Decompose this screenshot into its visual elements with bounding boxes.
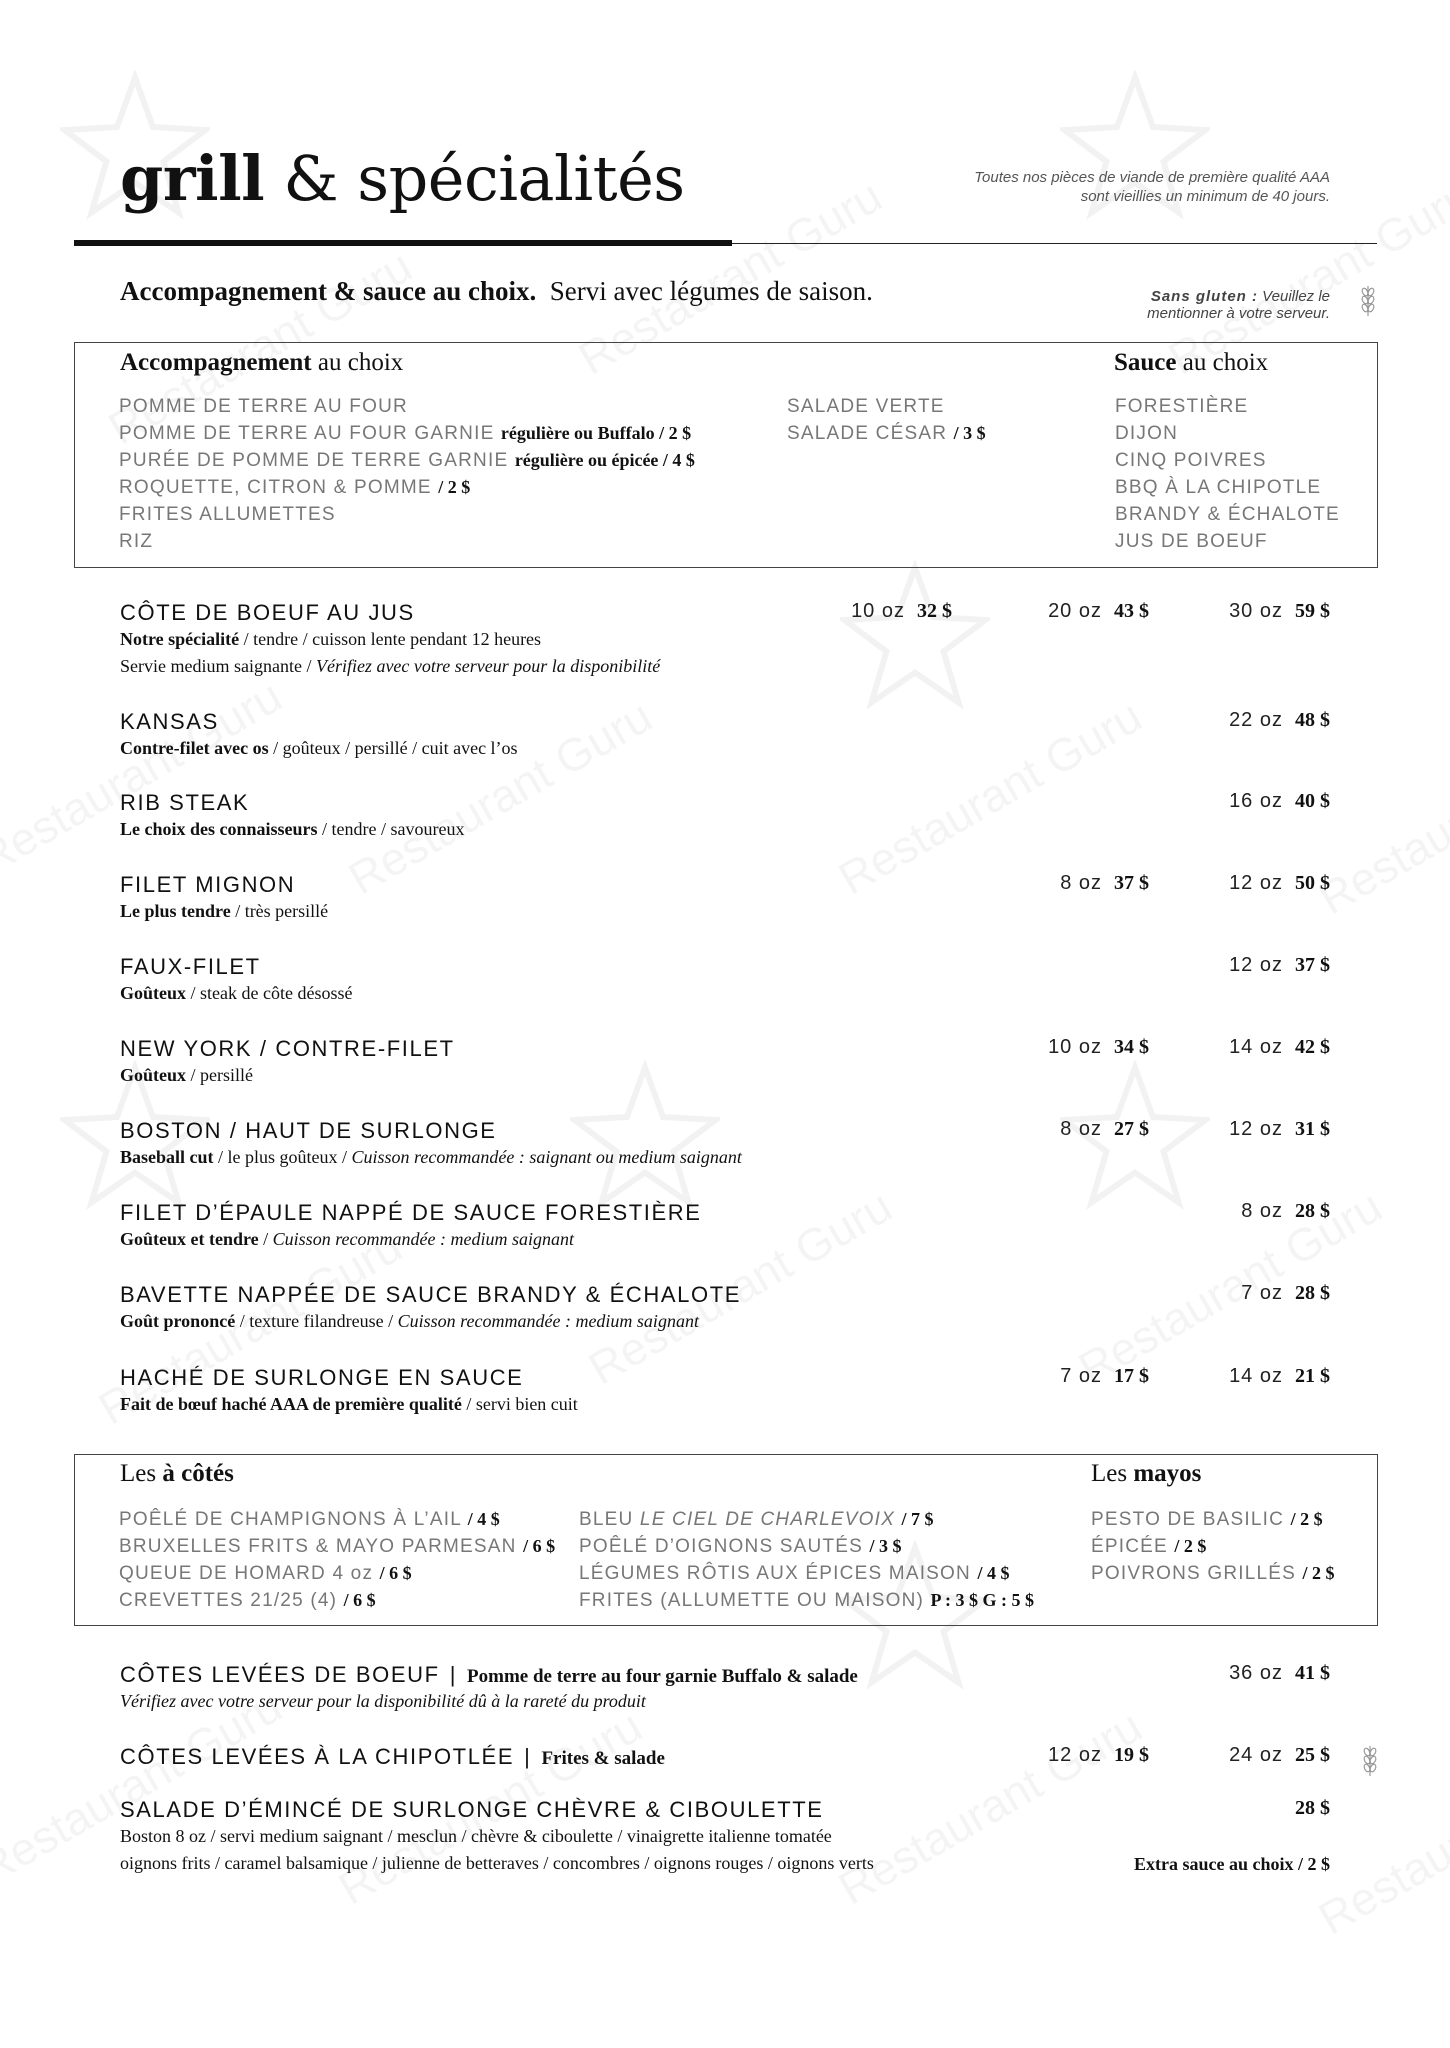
price-amount: 59 $ — [1295, 600, 1330, 622]
menu-item — [120, 1118, 1330, 1171]
wheat-icon — [1362, 1742, 1378, 1776]
price-amount: 43 $ — [1114, 600, 1149, 622]
menu-item-description — [120, 980, 1330, 1007]
price-amount: 31 $ — [1295, 1118, 1330, 1140]
list-item — [579, 1533, 1034, 1560]
heading-rest: Les — [1091, 1460, 1134, 1487]
description-bold: Goûteux — [120, 1065, 187, 1085]
title-bold: grill — [120, 142, 265, 215]
list-item: DIJON — [1115, 423, 1178, 444]
menu-item — [120, 1744, 1330, 1770]
item-label: FRITES (ALLUMETTE OU MAISON) — [579, 1590, 925, 1611]
watermark-text — [0, 669, 291, 886]
menu-item — [120, 709, 1330, 762]
watermark-text — [1309, 709, 1450, 926]
list-item — [119, 447, 695, 474]
description-bold: Goûteux et tendre — [120, 1229, 259, 1249]
portion-size: 10 oz — [851, 600, 905, 622]
price — [1229, 1662, 1330, 1685]
menu-item-description: Boston 8 oz / servi medium saignant / mesclun / chèvre & ciboulette / vinaigrette italienne tomatée — [120, 1826, 832, 1846]
item-label: ÉPICÉE — [1091, 1536, 1168, 1557]
description-text: oignons frits / caramel balsamique / julienne de betteraves / concombres / oignons rouges / oignons verts — [120, 1853, 874, 1873]
portion-size: 16 oz — [1229, 790, 1283, 812]
list-item — [119, 501, 695, 528]
accompaniment-heading — [120, 349, 403, 377]
wheat-icon — [1360, 282, 1376, 316]
portion-size: 12 oz — [1229, 872, 1283, 894]
sub-heading — [120, 276, 873, 307]
title-rest: & spécialités — [264, 142, 685, 215]
list-item: BRANDY & ÉCHALOTE — [1115, 504, 1340, 525]
price-amount: 37 $ — [1114, 872, 1149, 894]
list-item — [119, 528, 695, 555]
price-amount: 50 $ — [1295, 872, 1330, 894]
item-label: POMME DE TERRE AU FOUR GARNIE — [119, 423, 495, 444]
portion-size: 7 oz — [1060, 1365, 1102, 1387]
item-label: BLEU — [579, 1509, 640, 1530]
item-label: BRUXELLES FRITS & MAYO PARMESAN — [119, 1536, 517, 1557]
menu-item-description — [120, 1391, 1330, 1418]
sides-heading — [120, 1460, 234, 1488]
item-label: FRITES ALLUMETTES — [119, 504, 336, 525]
menu-item — [120, 1365, 1330, 1418]
price-amount: 34 $ — [1114, 1036, 1149, 1058]
menu-item-name: FILET MIGNON — [120, 872, 296, 897]
menu-item-description — [120, 653, 1330, 680]
price-amount: 41 $ — [1295, 1662, 1330, 1684]
menu-item-name — [120, 1797, 1330, 1823]
price-amount: 27 $ — [1114, 1118, 1149, 1140]
quality-note-line: Toutes nos pièces de viande de première qualité AAA — [974, 169, 1330, 186]
item-label: ROQUETTE, CITRON & POMME — [119, 477, 432, 498]
description-bold: Notre spécialité — [120, 629, 240, 649]
menu-item-side: Pomme de terre au four garnie Buffalo & salade — [467, 1666, 858, 1687]
price — [1241, 1282, 1330, 1305]
item-extra: / 2 $ — [438, 477, 471, 497]
menu-item-name: HACHÉ DE SURLONGE EN SAUCE — [120, 1365, 524, 1390]
header-rule-thick — [74, 240, 732, 246]
price-amount: 48 $ — [1295, 709, 1330, 731]
description-bold: Le choix des connaisseurs — [120, 819, 318, 839]
item-extra: / 2 $ — [1290, 1509, 1323, 1529]
description-bold: Goûteux — [120, 983, 187, 1003]
item-extra: / 6 $ — [343, 1590, 376, 1610]
price — [1048, 600, 1149, 623]
price-amount: 17 $ — [1114, 1365, 1149, 1387]
page-title — [120, 142, 685, 215]
description-text: / steak de côte désossé — [186, 983, 353, 1003]
sauce-heading — [1114, 349, 1268, 377]
gluten-text: mentionner à votre serveur. — [1147, 305, 1330, 322]
price — [1048, 1036, 1149, 1059]
menu-item-description — [120, 898, 1330, 925]
portion-size: 8 oz — [1060, 1118, 1102, 1140]
menu-item — [120, 1036, 1330, 1089]
list-item: CINQ POIVRES — [1115, 450, 1267, 471]
description-text: / persillé — [186, 1065, 253, 1085]
item-label: LÉGUMES RÔTIS AUX ÉPICES MAISON — [579, 1563, 971, 1584]
list-item — [579, 1506, 1034, 1533]
item-label: PURÉE DE POMME DE TERRE GARNIE — [119, 450, 509, 471]
menu-item-name — [120, 1662, 1330, 1688]
menu-item-name: BOSTON / HAUT DE SURLONGE — [120, 1118, 497, 1143]
portion-size: 12 oz — [1229, 1118, 1283, 1140]
portion-size: 14 oz — [1229, 1036, 1283, 1058]
list-item — [119, 1533, 555, 1560]
price — [1241, 1200, 1330, 1223]
item-label: POMME DE TERRE AU FOUR — [119, 396, 408, 417]
extra-sauce-note: Extra sauce au choix / 2 $ — [1134, 1854, 1330, 1874]
description-text: / — [258, 1229, 273, 1249]
item-extra: / 3 $ — [869, 1536, 902, 1556]
list-item: FORESTIÈRE — [1115, 396, 1249, 417]
price — [1229, 790, 1330, 813]
menu-item-title: SALADE D’ÉMINCÉ DE SURLONGE CHÈVRE & CIBOULETTE — [120, 1797, 824, 1822]
item-label: PESTO DE BASILIC — [1091, 1509, 1285, 1530]
separator: | — [524, 1744, 532, 1769]
price — [1229, 1036, 1330, 1059]
description-italic: Cuisson recommandée : medium saignant — [272, 1229, 574, 1249]
list-item — [119, 1560, 555, 1587]
list-item — [787, 393, 986, 420]
sub-heading-rest: Servi avec légumes de saison. — [536, 276, 873, 306]
menu-item — [120, 872, 1330, 925]
sauce-list — [1115, 393, 1340, 555]
price — [1060, 1365, 1149, 1388]
item-label: RIZ — [119, 531, 154, 552]
price-amount: 19 $ — [1114, 1744, 1149, 1766]
price — [1229, 600, 1330, 623]
description-text: / goûteux / persillé / cuit avec l’os — [268, 738, 518, 758]
description-bold: Baseball cut — [120, 1147, 214, 1167]
mayos-heading — [1091, 1460, 1201, 1488]
list-item — [579, 1560, 1034, 1587]
price-amount: 28 $ — [1295, 1797, 1330, 1819]
description-text: Servie medium saignante / — [120, 656, 316, 676]
price — [1048, 1744, 1149, 1767]
item-label: QUEUE DE HOMARD 4 oz — [119, 1563, 374, 1584]
portion-size: 20 oz — [1048, 600, 1102, 622]
menu-item — [120, 1282, 1330, 1335]
price — [1229, 1744, 1330, 1767]
list-item — [119, 420, 695, 447]
menu-item — [120, 1200, 1330, 1253]
description-bold: Fait de bœuf haché AAA de première qualité — [120, 1394, 462, 1414]
portion-size: 36 oz — [1229, 1662, 1283, 1684]
price — [1229, 954, 1330, 977]
list-item — [119, 1587, 555, 1614]
price — [1229, 709, 1330, 732]
menu-item-description — [120, 1062, 1330, 1089]
item-extra: / 6 $ — [379, 1563, 412, 1583]
list-item — [787, 420, 986, 447]
description-text: / le plus goûteux / — [213, 1147, 352, 1167]
item-label: CREVETTES 21/25 (4) — [119, 1590, 338, 1611]
header-rule-thin — [732, 243, 1377, 244]
menu-item-name: RIB STEAK — [120, 790, 250, 815]
description-bold: Goût prononcé — [120, 1311, 236, 1331]
item-extra: régulière ou épicée / 4 $ — [514, 450, 695, 470]
list-item — [1091, 1560, 1335, 1587]
description-text: / tendre / cuisson lente pendant 12 heures — [239, 629, 542, 649]
list-item — [119, 474, 695, 501]
menu-item-description — [120, 816, 1330, 843]
menu-item — [120, 954, 1330, 1007]
price-amount: 28 $ — [1295, 1282, 1330, 1304]
item-extra: / 3 $ — [953, 423, 986, 443]
heading-rest: au choix — [311, 349, 404, 376]
price — [1229, 872, 1330, 895]
heading-rest: au choix — [1176, 349, 1269, 376]
menu-item-name: CÔTE DE BOEUF AU JUS — [120, 600, 415, 625]
accompaniment-list — [119, 393, 695, 555]
item-label-italic: LE CIEL DE CHARLEVOIX — [639, 1509, 895, 1530]
list-item — [1091, 1506, 1335, 1533]
item-label: SALADE VERTE — [787, 396, 945, 417]
separator: | — [449, 1662, 458, 1687]
list-item: JUS DE BOEUF — [1115, 531, 1268, 552]
description-text: / servi bien cuit — [461, 1394, 578, 1414]
menu-item-title: CÔTES LEVÉES DE BOEUF — [120, 1662, 440, 1687]
price — [1229, 1118, 1330, 1141]
portion-size: 12 oz — [1048, 1744, 1102, 1766]
price-amount: 37 $ — [1295, 954, 1330, 976]
list-item — [579, 1587, 1034, 1614]
description-text: / tendre / savoureux — [317, 819, 465, 839]
item-extra: / 4 $ — [977, 1563, 1010, 1583]
item-extra: P : 3 $ G : 5 $ — [930, 1590, 1034, 1610]
portion-size: 30 oz — [1229, 600, 1283, 622]
description-italic: Vérifiez avec votre serveur pour la disponibilité — [315, 656, 661, 676]
portion-size: 24 oz — [1229, 1744, 1283, 1766]
quality-note-line: sont vieillies un minimum de 40 jours. — [1080, 188, 1330, 205]
mayos-list — [1091, 1506, 1335, 1587]
menu-item-description — [120, 626, 1330, 653]
portion-size: 12 oz — [1229, 954, 1283, 976]
menu-item — [120, 790, 1330, 843]
item-label: POÊLÉ DE CHAMPIGNONS À L’AIL — [119, 1509, 462, 1530]
accompaniment-list-salads — [787, 393, 986, 447]
menu-item-description — [120, 1226, 1330, 1253]
price-amount: 40 $ — [1295, 790, 1330, 812]
item-extra: / 2 $ — [1174, 1536, 1207, 1556]
portion-size: 22 oz — [1229, 709, 1283, 731]
accompaniment-box — [74, 342, 1378, 568]
menu-item — [120, 1797, 1330, 1877]
menu-item-side: Frites & salade — [541, 1748, 665, 1769]
sides-list — [119, 1506, 555, 1614]
portion-size: 10 oz — [1048, 1036, 1102, 1058]
price — [1060, 1118, 1149, 1141]
portion-size: 8 oz — [1241, 1200, 1283, 1222]
heading-bold: Accompagnement — [120, 349, 312, 376]
item-extra: / 2 $ — [1302, 1563, 1335, 1583]
description-bold: Le plus tendre — [120, 901, 231, 921]
description-text: / très persillé — [230, 901, 329, 921]
menu-item-description — [120, 1144, 1330, 1171]
description-italic: Cuisson recommandée : saignant ou medium saignant — [351, 1147, 742, 1167]
description-italic: Vérifiez avec votre serveur pour la disponibilité dû à la rareté du produit — [120, 1691, 646, 1711]
price — [851, 600, 952, 623]
gluten-label: Sans gluten : — [1150, 288, 1259, 305]
menu-item-name: KANSAS — [120, 709, 219, 734]
quality-note — [974, 168, 1330, 206]
menu-item-description — [120, 1308, 1330, 1335]
item-label: POÊLÉ D’OIGNONS SAUTÉS — [579, 1536, 864, 1557]
menu-item — [120, 1662, 1330, 1715]
description-text: / texture filandreuse / — [235, 1311, 398, 1331]
price-amount: 42 $ — [1295, 1036, 1330, 1058]
gluten-text: Veuillez le — [1258, 288, 1330, 305]
item-extra: / 6 $ — [523, 1536, 556, 1556]
menu-item-name: FAUX-FILET — [120, 954, 261, 979]
gluten-note — [1147, 288, 1330, 322]
heading-rest: Les — [120, 1460, 163, 1487]
description-italic: Cuisson recommandée : medium saignant — [397, 1311, 699, 1331]
item-extra: / 4 $ — [467, 1509, 500, 1529]
sides-box — [74, 1454, 1378, 1626]
sides-list-2 — [579, 1506, 1034, 1614]
menu-item-name: FILET D’ÉPAULE NAPPÉ DE SAUCE FORESTIÈRE — [120, 1200, 702, 1225]
menu-item — [120, 600, 1330, 680]
heading-bold: mayos — [1133, 1460, 1202, 1487]
item-extra: / 7 $ — [901, 1509, 934, 1529]
item-label: SALADE CÉSAR — [787, 423, 948, 444]
list-item — [1091, 1533, 1335, 1560]
price — [1229, 1365, 1330, 1388]
list-item: BBQ À LA CHIPOTLE — [1115, 477, 1322, 498]
list-item — [119, 393, 695, 420]
menu-item-description — [120, 1688, 1330, 1715]
menu-item-name: NEW YORK / CONTRE-FILET — [120, 1036, 455, 1061]
description-bold: Contre-filet avec os — [120, 738, 269, 758]
price-amount: 21 $ — [1295, 1365, 1330, 1387]
list-item — [119, 1506, 555, 1533]
watermark-text — [1309, 1729, 1450, 1946]
sub-heading-bold: Accompagnement & sauce au choix. — [120, 276, 537, 306]
portion-size: 7 oz — [1241, 1282, 1283, 1304]
price-amount: 25 $ — [1295, 1744, 1330, 1766]
heading-bold: à côtés — [162, 1460, 234, 1487]
price — [1060, 872, 1149, 895]
heading-bold: Sauce — [1114, 349, 1177, 376]
menu-item-description — [120, 735, 1330, 762]
price-amount: 28 $ — [1295, 1200, 1330, 1222]
price-amount: 32 $ — [917, 600, 952, 622]
item-extra: régulière ou Buffalo / 2 $ — [500, 423, 692, 443]
menu-item-title: CÔTES LEVÉES À LA CHIPOTLÉE — [120, 1744, 515, 1769]
menu-item-name: BAVETTE NAPPÉE DE SAUCE BRANDY & ÉCHALOTE — [120, 1282, 742, 1307]
portion-size: 14 oz — [1229, 1365, 1283, 1387]
price — [1283, 1797, 1330, 1820]
portion-size: 8 oz — [1060, 872, 1102, 894]
item-label: POIVRONS GRILLÉS — [1091, 1563, 1297, 1584]
